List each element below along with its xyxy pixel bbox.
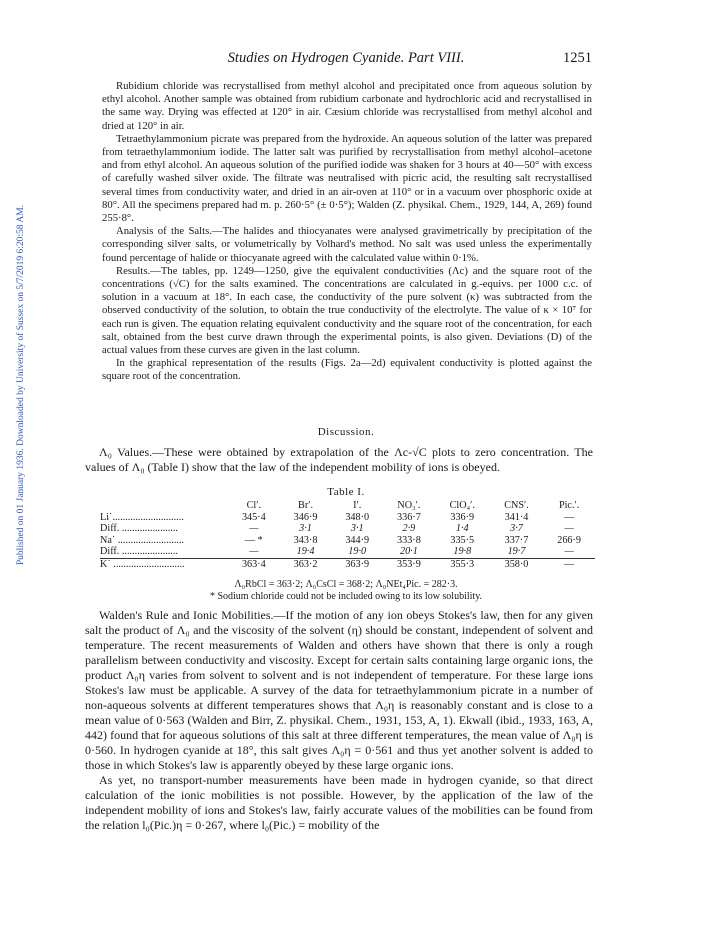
paragraph-results: Results.—The tables, pp. 1249—1250, give the equivalent conductivities (Λc) and the square root of the concentrations (√C) for the salts examined. The concentrations are calculated in g.-equivs. per 1000 c.c. of solution in a vacuum at 18°. In each case, the conductivity of the pure solvent (κ) was subtracted from the observed conductivity of the solution, to obtain the true conductivity of the electrolyte. The value of κ × 10⁷ for each run is given. The equation relating equivalent conductivity and the square root of the concentration, for each salt, obtained from the best curve drawn through the experimental points, is also given. Deviations (D) of the actual values from these curves are given in the last column.: [102, 264, 592, 357]
conductivity-table: [100, 500, 595, 570]
table-cell: —: [564, 523, 574, 535]
page-number: 1251: [563, 50, 592, 66]
table-cell: 3·1: [299, 523, 312, 535]
table-footnote-values: Λ₀RbCl = 363·2; Λ₀CsCl = 368·2; Λ₀NEt₄Pic. = 282·3.: [234, 579, 458, 590]
section-heading: Discussion.: [317, 426, 375, 438]
table-row-label: Diff. ......................: [100, 546, 178, 558]
table-column-header: ClO₄′.: [449, 500, 475, 512]
running-header: [100, 50, 592, 70]
table-cell: 346·9: [293, 511, 318, 523]
table-column-header: Cl′.: [246, 500, 262, 512]
table-cell: 344·9: [345, 534, 370, 546]
table-row: [100, 558, 595, 570]
table-cell: —: [564, 511, 575, 523]
table-footnote: * Sodium chloride could not be included owing to its low solubility.: [209, 591, 483, 602]
table-cell: 336·7: [397, 511, 421, 523]
table-row-label: K˙ ............................: [100, 558, 228, 570]
paragraph-picrate: Tetraethylammonium picrate was prepared from the hydroxide. An aqueous solution of the latter was prepared from tetraethylammonium iodide. The latter salt was purified by recrystallisation from methyl alcohol–acetone and from ethyl alcohol. An aqueous solution of the purified iodide was shaken for 3 hours at 40—50° with excess of carefully washed silver oxide. The filtrate was neutralised with picric acid, the resulting salt recrystallised several times from conductivity water, and dried in an air-oven at 110° or in a vacuum over phosphoric oxide at 80°. All the specimens prepared had m. p. 260·5° (± 0·5°); Walden (Z. physikal. Chem., 1929, 144, A, 269) found 255·8°.: [102, 132, 592, 225]
table-cell: 333·8: [397, 534, 421, 546]
table-row-label: Li˙............................: [100, 511, 184, 523]
table-cell: 343·8: [293, 534, 318, 546]
table-corner-cell: [100, 500, 228, 512]
download-watermark-text: Published on 01 January 1936. Downloaded by University of Sussex on 5/7/2019 6:20:58 AM.: [16, 204, 26, 566]
table-cell: 336·9: [450, 511, 475, 523]
table-header-row: [100, 500, 595, 512]
table-column-header: NO₃′.: [397, 500, 421, 512]
table-column-header: Pic.′.: [558, 500, 580, 512]
table-cell: 363·9: [331, 558, 383, 570]
table-cell: 19·0: [348, 546, 367, 558]
table-cell: 341·4: [504, 511, 529, 523]
table-cell: 345·4: [241, 511, 266, 523]
table-cell: 353·9: [383, 558, 435, 570]
table-row: [100, 523, 595, 535]
discussion-body: [85, 608, 593, 833]
paragraph-rubidium: Rubidium chloride was recrystallised from methyl alcohol and precipitated once from aqueous solution by ethyl alcohol. Another sample was obtained from rubidium carbonate and hydrochloric acid and recrystallised in the same way. Drying was effected at 120° in air. Cæsium chloride was recrystallised from methyl alcohol and dried at 120° in air.: [102, 80, 592, 132]
paragraph-lambda: Λ₀ Values.—These were obtained by extrapolation of the Λc-√C plots to zero concentration. The values of Λ₀ (Table I) show that the law of the independent mobility of ions is obeyed.: [85, 445, 593, 474]
table-cell: 363·2: [280, 558, 332, 570]
table-row-label: Na˙ ..........................: [100, 534, 185, 546]
download-watermark: [14, 150, 28, 620]
table-cell: 2·9: [402, 523, 416, 535]
paragraph-graphical: In the graphical representation of the results (Figs. 2a—2d) equivalent conductivity is plotted against the square root of the concentration.: [102, 357, 592, 383]
table-cell: 358·0: [490, 558, 543, 570]
table-cell: 1·4: [455, 523, 469, 535]
table-caption: Table I.: [327, 486, 365, 498]
table-column-header: CNS′.: [504, 500, 529, 512]
table-cell: —: [249, 546, 259, 558]
table-cell: 19·7: [507, 546, 526, 558]
experimental-section: [102, 80, 592, 384]
table-row: [100, 546, 595, 558]
table-cell: 19·4: [296, 546, 315, 558]
table-cell: — *: [244, 534, 263, 546]
table-cell: 19·8: [453, 546, 472, 558]
table-cell: 3·1: [350, 523, 364, 535]
table-cell: 337·7: [504, 534, 529, 546]
table-row-label: Diff. ......................: [100, 523, 178, 535]
table-row: [100, 512, 595, 524]
table-cell: 20·1: [399, 546, 418, 558]
table-column-header: I′.: [353, 500, 362, 512]
lambda-values-paragraph: [85, 445, 593, 475]
running-title: Studies on Hydrogen Cyanide. Part VIII.: [227, 50, 465, 66]
paragraph-mobilities: As yet, no transport-number measurements have been made in hydrogen cyanide, so that direct calculation of the ionic mobilities is not possible. However, by the application of the law of the independent mobility of ions and Stokes's law, fairly accurate values of the mobilities can be found from the relation l₀(Pic.)η = 0·267, where l₀(Pic.) = mobility of the: [85, 773, 593, 832]
table-row: [100, 535, 595, 547]
paragraph-walden: Walden's Rule and Ionic Mobilities.—If the motion of any ion obeys Stokes's law, then for any given salt the product of Λ₀ and the viscosity of the solvent (η) should be constant, independent of solvent and temperature. The recent measurements of Walden and others have shown that there is only a rough parallelism between conductivity and viscosity. Except for certain salts containing large organic ions, the product Λ₀η varies from solvent to solvent and is not independent of temperature. For these large ions Stokes's law must be applicable. A survey of the data for tetraethylammonium picrate in a number of non-aqueous solvents at different temperatures shows that Λ₀η is reasonably constant and is close to a mean value of 0·563 (Walden and Birr, Z. physikal. Chem., 1931, 153, A, 1). Ekwall (ibid., 1933, 163, A, 442) found that for aqueous solutions of this salt at three different temperatures, the mean value of Λ₀η is 0·560. In hydrogen cyanide at 18°, this salt gives Λ₀η = 0·561 and thus yet another solvent is added to those in which Stokes's law is apparently obeyed by these large organic ions.: [85, 608, 593, 772]
table-column-header: Br′.: [298, 500, 314, 512]
table-cell: 335·5: [450, 534, 475, 546]
table-cell: —: [543, 558, 595, 570]
table-cell: —: [564, 546, 574, 558]
table-cell: 348·0: [345, 511, 370, 523]
table-cell: 363·4: [228, 558, 280, 570]
table-cell: 355·3: [435, 558, 490, 570]
table-cell: —: [249, 523, 259, 535]
table-cell: 3·7: [510, 523, 523, 535]
table-cell: 266·9: [557, 534, 581, 546]
paragraph-analysis: Analysis of the Salts.—The halides and thiocyanates were analysed gravimetrically by precipitation of the corresponding silver salts, or volumetrically by Volhard's method. No salt was used unless the experimentally found percentage of halide or thiocyanate agreed with the calculated value within 0·1%.: [102, 225, 592, 264]
